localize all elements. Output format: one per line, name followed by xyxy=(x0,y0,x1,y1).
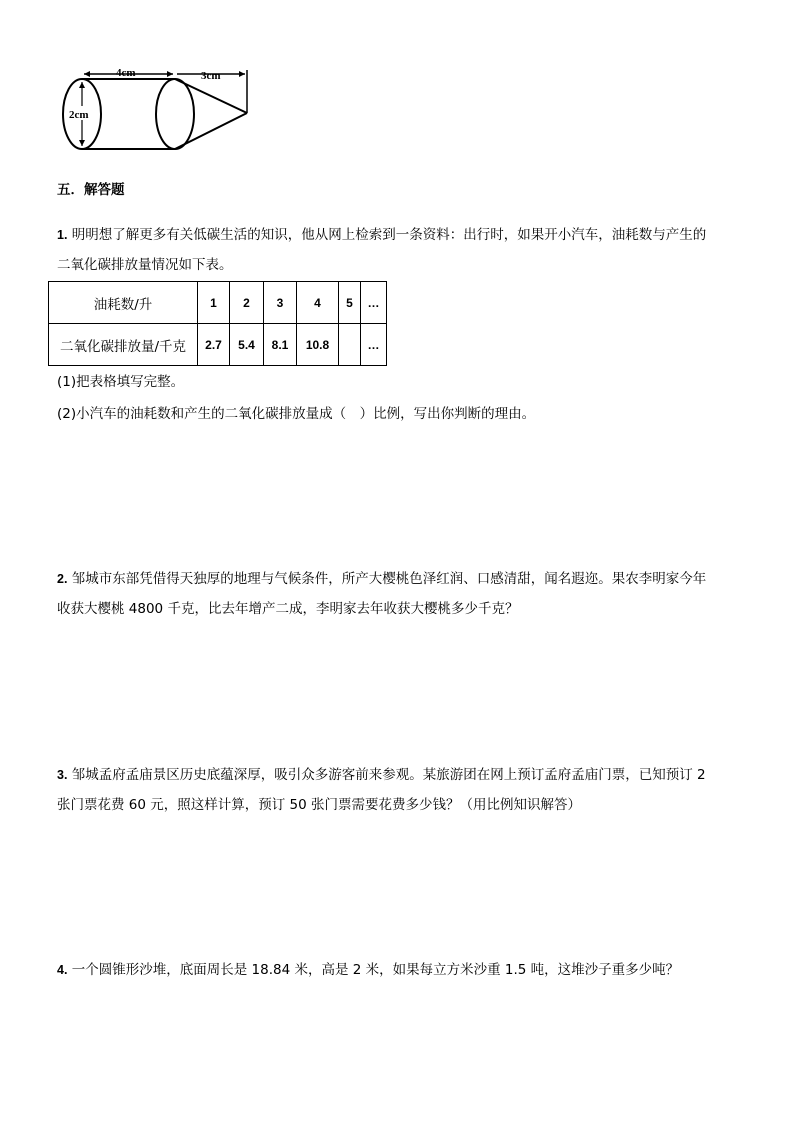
table-header-co2: 二氧化碳排放量/千克 xyxy=(49,324,198,366)
question-4-line1 xyxy=(57,955,747,985)
table-cell: 4 xyxy=(297,282,339,324)
table-cell: 10.8 xyxy=(297,324,339,366)
table-cell: 5.4 xyxy=(230,324,264,366)
question-2-line1 xyxy=(57,564,747,594)
label-cone-length: 3cm xyxy=(201,70,221,82)
table-header-fuel: 油耗数/升 xyxy=(49,282,198,324)
question-2-text-1: 邹城市东部凭借得天独厚的地理与气候条件，所产大樱桃色泽红润、口感清甜，闻名遐迩。果农李明家今年 xyxy=(71,571,707,587)
table-cell: … xyxy=(361,282,387,324)
question-1 xyxy=(57,220,747,280)
emission-table xyxy=(48,281,387,366)
question-3 xyxy=(57,760,747,820)
question-3-line2: 张门票花费 60 元，照这样计算，预订 50 张门票需要花费多少钱？（用比例知识解答） xyxy=(57,797,582,813)
section-title: 五．解答题 xyxy=(57,182,125,198)
question-1-text-1: 明明想了解更多有关低碳生活的知识，他从网上检索到一条资料：出行时，如果开小汽车，油耗数与产生的 xyxy=(71,227,707,243)
question-1-line2: 二氧化碳排放量情况如下表。 xyxy=(57,257,233,273)
table-row xyxy=(49,324,387,366)
table-cell: 2 xyxy=(230,282,264,324)
question-3-line1 xyxy=(57,760,747,790)
label-diameter: 2cm xyxy=(69,109,89,121)
cylinder-right-base xyxy=(156,79,194,149)
question-1-sub-1: (1)把表格填写完整。 xyxy=(57,374,185,390)
label-cylinder-length: 4cm xyxy=(116,67,136,79)
table-cell: 2.7 xyxy=(198,324,230,366)
cone-edge-top xyxy=(175,79,247,113)
table-cell: … xyxy=(361,324,387,366)
question-4 xyxy=(57,955,747,985)
question-1-number: 1. xyxy=(57,228,68,242)
question-3-number: 3. xyxy=(57,768,68,782)
table-cell-blank[interactable] xyxy=(339,324,361,366)
table-row xyxy=(49,282,387,324)
question-4-text-1: 一个圆锥形沙堆，底面周长是 18.84 米，高是 2 米，如果每立方米沙重 1.5 吨，这堆沙子重多少吨？ xyxy=(71,962,680,978)
question-1-line1 xyxy=(57,220,747,250)
cone-edge-bottom xyxy=(175,113,247,149)
cylinder-cone-figure xyxy=(55,62,265,157)
question-2 xyxy=(57,564,747,624)
table-cell: 8.1 xyxy=(264,324,297,366)
question-2-number: 2. xyxy=(57,572,68,586)
table-cell: 5 xyxy=(339,282,361,324)
table-cell: 1 xyxy=(198,282,230,324)
question-2-line2: 收获大樱桃 4800 千克，比去年增产二成，李明家去年收获大樱桃多少千克？ xyxy=(57,601,519,617)
question-1-sub-2: (2)小汽车的油耗数和产生的二氧化碳排放量成（ ）比例，写出你判断的理由。 xyxy=(57,406,536,422)
question-3-text-1: 邹城孟府孟庙景区历史底蕴深厚，吸引众多游客前来参观。某旅游团在网上预订孟府孟庙门票，已知预订 2 xyxy=(71,767,706,783)
table-cell: 3 xyxy=(264,282,297,324)
question-4-number: 4. xyxy=(57,963,68,977)
